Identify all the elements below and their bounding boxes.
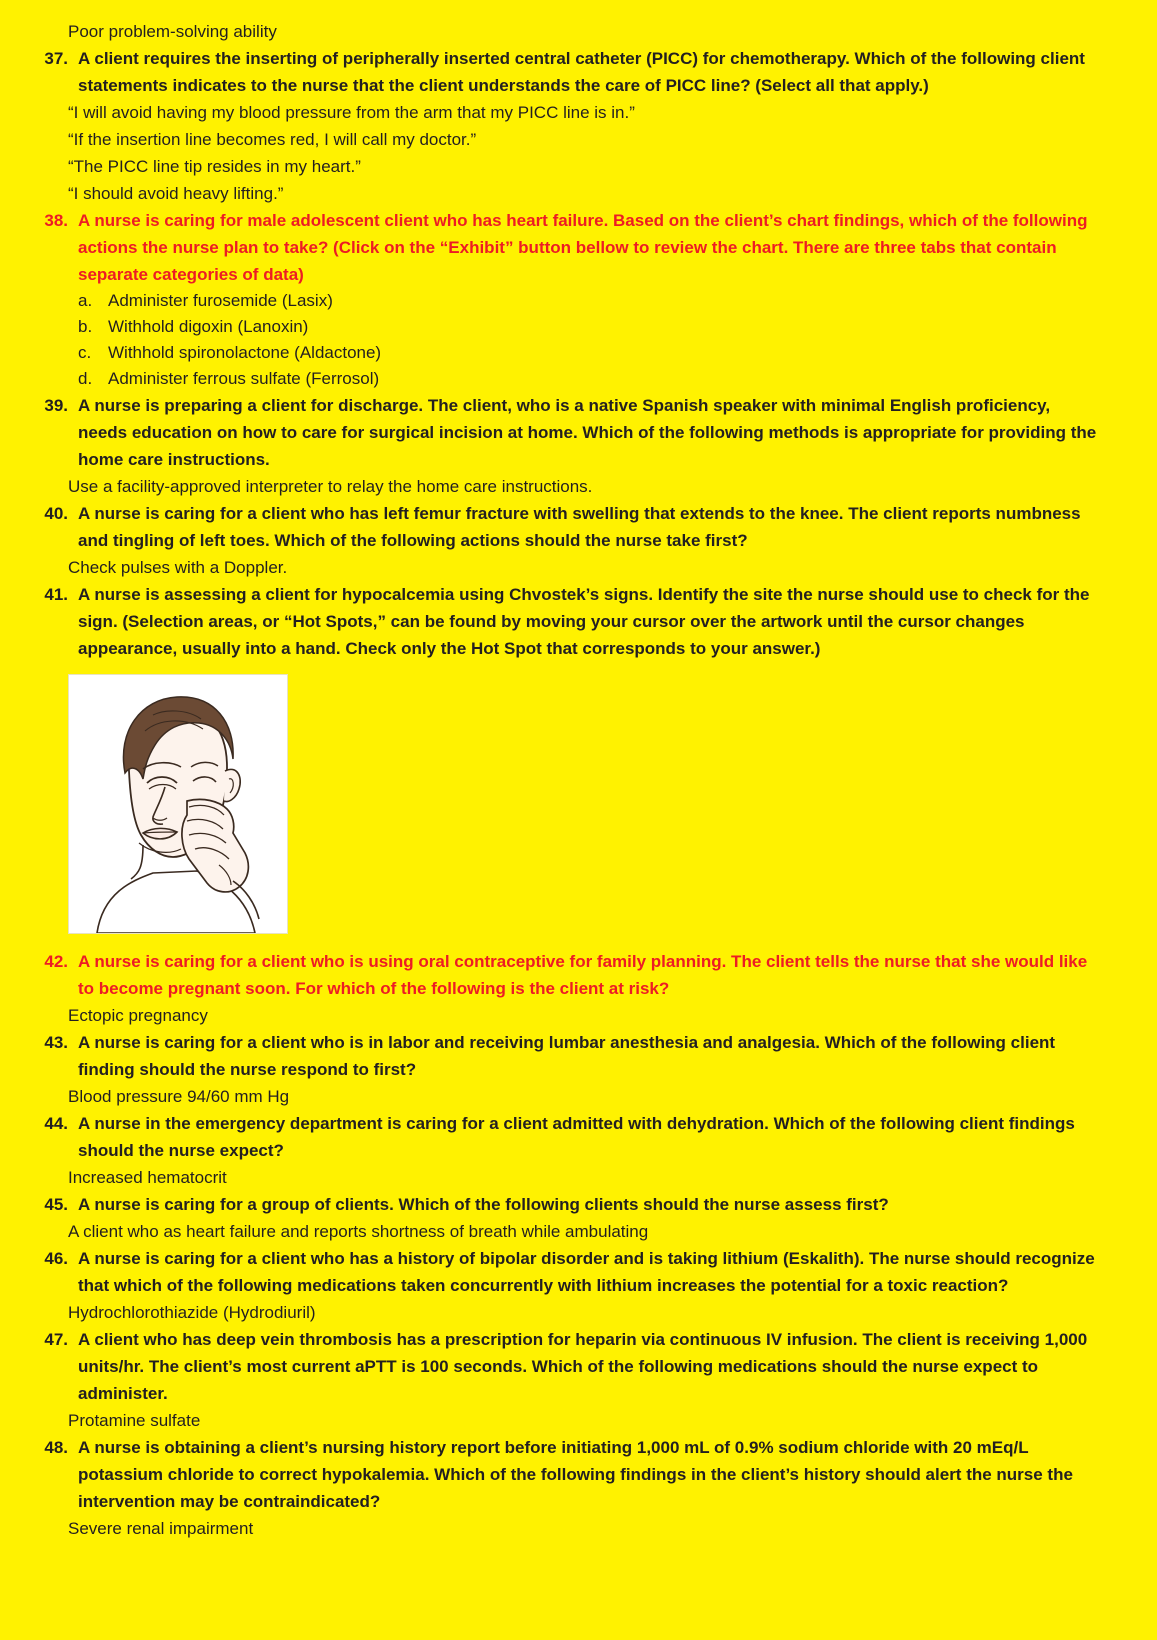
question-item	[26, 392, 1097, 473]
question-number: 38.	[44, 211, 68, 230]
question-stem: A nurse is caring for a client who has left femur fracture with swelling that extends to the knee. The client reports numbness and tingling of left toes. Which of the following actions should the nurse take first?	[78, 504, 1081, 550]
question-item	[26, 948, 1097, 1002]
question-item	[26, 207, 1097, 288]
answer-option: Blood pressure 94/60 mm Hg	[68, 1087, 290, 1106]
question-stem: A nurse in the emergency department is caring for a client admitted with dehydration. Which of the following client findings should the nurse expect?	[78, 1114, 1075, 1160]
question-number: 42.	[44, 952, 68, 971]
question-stem: A nurse is obtaining a client’s nursing history report before initiating 1,000 mL of 0.9% sodium chloride with 20 mEq/L potassium chloride to correct hypokalemia. Which of the following findings in the client’s history should alert the nurse the intervention may be contraindicated?	[78, 1438, 1073, 1511]
question-number: 41.	[44, 585, 68, 604]
question-item	[26, 1326, 1097, 1407]
answer-option: A client who as heart failure and reports shortness of breath while ambulating	[68, 1222, 649, 1241]
option-row	[68, 366, 1097, 392]
answer-option: Use a facility-approved interpreter to relay the home care instructions.	[68, 477, 593, 496]
option-letter: b.	[78, 317, 93, 336]
option-row	[68, 314, 1097, 340]
answer-option: “I should avoid heavy lifting.”	[68, 184, 284, 203]
continued-text-fragment: Poor problem-solving ability	[68, 22, 277, 41]
question-item	[26, 1191, 1097, 1218]
question-number: 48.	[44, 1438, 68, 1457]
option-text: Administer ferrous sulfate (Ferrosol)	[108, 369, 380, 388]
question-number: 37.	[44, 49, 68, 68]
option-text: Withhold digoxin (Lanoxin)	[108, 317, 309, 336]
answer-option: “If the insertion line becomes red, I will call my doctor.”	[68, 130, 477, 149]
question-number: 47.	[44, 1330, 68, 1349]
question-stem: A client who has deep vein thrombosis has a prescription for heparin via continuous IV infusion. The client is receiving 1,000 units/hr. The client’s most current aPTT is 100 seconds. Which of the following medications should the nurse expect to administer.	[78, 1330, 1088, 1403]
question-item	[26, 1110, 1097, 1164]
question-number: 46.	[44, 1249, 68, 1268]
answer-option: Protamine sulfate	[68, 1411, 201, 1430]
question-item	[26, 1434, 1097, 1515]
question-item	[26, 500, 1097, 554]
chvostek-sign-illustration	[68, 674, 288, 934]
question-stem: A nurse is assessing a client for hypocalcemia using Chvostek’s signs. Identify the site the nurse should use to check for the sign. (Selection areas, or “Hot Spots,” can be found by moving your cursor over the artwork until the cursor changes appearance, usually into a hand. Check only the Hot Spot that corresponds to your answer.)	[78, 585, 1090, 658]
question-stem: A nurse is preparing a client for discharge. The client, who is a native Spanish speaker with minimal English proficiency, needs education on how to care for surgical incision at home. Which of the following methods is appropriate for providing the home care instructions.	[78, 396, 1097, 469]
option-text: Withhold spironolactone (Aldactone)	[108, 343, 382, 362]
question-stem: A nurse is caring for male adolescent client who has heart failure. Based on the client’s chart findings, which of the following actions the nurse plan to take? (Click on the “Exhibit” button bellow to review the chart. There are three tabs that contain separate categories of data)	[78, 211, 1088, 284]
question-number: 39.	[44, 396, 68, 415]
question-stem: A nurse is caring for a client who is using oral contraceptive for family planning. The client tells the nurse that she would like to become pregnant soon. For which of the following is the client at risk?	[78, 952, 1088, 998]
question-item	[26, 45, 1097, 99]
option-letter: c.	[78, 343, 92, 362]
question-number: 45.	[44, 1195, 68, 1214]
option-row	[68, 288, 1097, 314]
answer-option: Hydrochlorothiazide (Hydrodiuril)	[68, 1303, 316, 1322]
answer-option: “The PICC line tip resides in my heart.”	[68, 157, 361, 176]
question-stem: A nurse is caring for a client who has a history of bipolar disorder and is taking lithium (Eskalith). The nurse should recognize that which of the following medications taken concurrently with lithium increases the potential for a toxic reaction?	[78, 1249, 1095, 1295]
option-text: Administer furosemide (Lasix)	[108, 291, 333, 310]
answer-option: Check pulses with a Doppler.	[68, 558, 288, 577]
answer-option: “I will avoid having my blood pressure from the arm that my PICC line is in.”	[68, 103, 635, 122]
answer-option: Ectopic pregnancy	[68, 1006, 208, 1025]
option-letter: a.	[78, 291, 93, 310]
answer-option: Increased hematocrit	[68, 1168, 227, 1187]
option-letter: d.	[78, 369, 93, 388]
question-number: 40.	[44, 504, 68, 523]
question-stem: A nurse is caring for a group of clients. Which of the following clients should the nurse assess first?	[78, 1195, 889, 1214]
question-item	[26, 1029, 1097, 1083]
question-stem: A client requires the inserting of peripherally inserted central catheter (PICC) for chemotherapy. Which of the following client statements indicates to the nurse that the client understands the care of PICC line? (Select all that apply.)	[78, 49, 1085, 95]
question-number: 43.	[44, 1033, 68, 1052]
question-stem: A nurse is caring for a client who is in labor and receiving lumbar anesthesia and analgesia. Which of the following client finding should the nurse respond to first?	[78, 1033, 1056, 1079]
question-item	[26, 1245, 1097, 1299]
question-item	[26, 581, 1097, 662]
option-row	[68, 340, 1097, 366]
answer-option: Severe renal impairment	[68, 1519, 254, 1538]
question-number: 44.	[44, 1114, 68, 1133]
